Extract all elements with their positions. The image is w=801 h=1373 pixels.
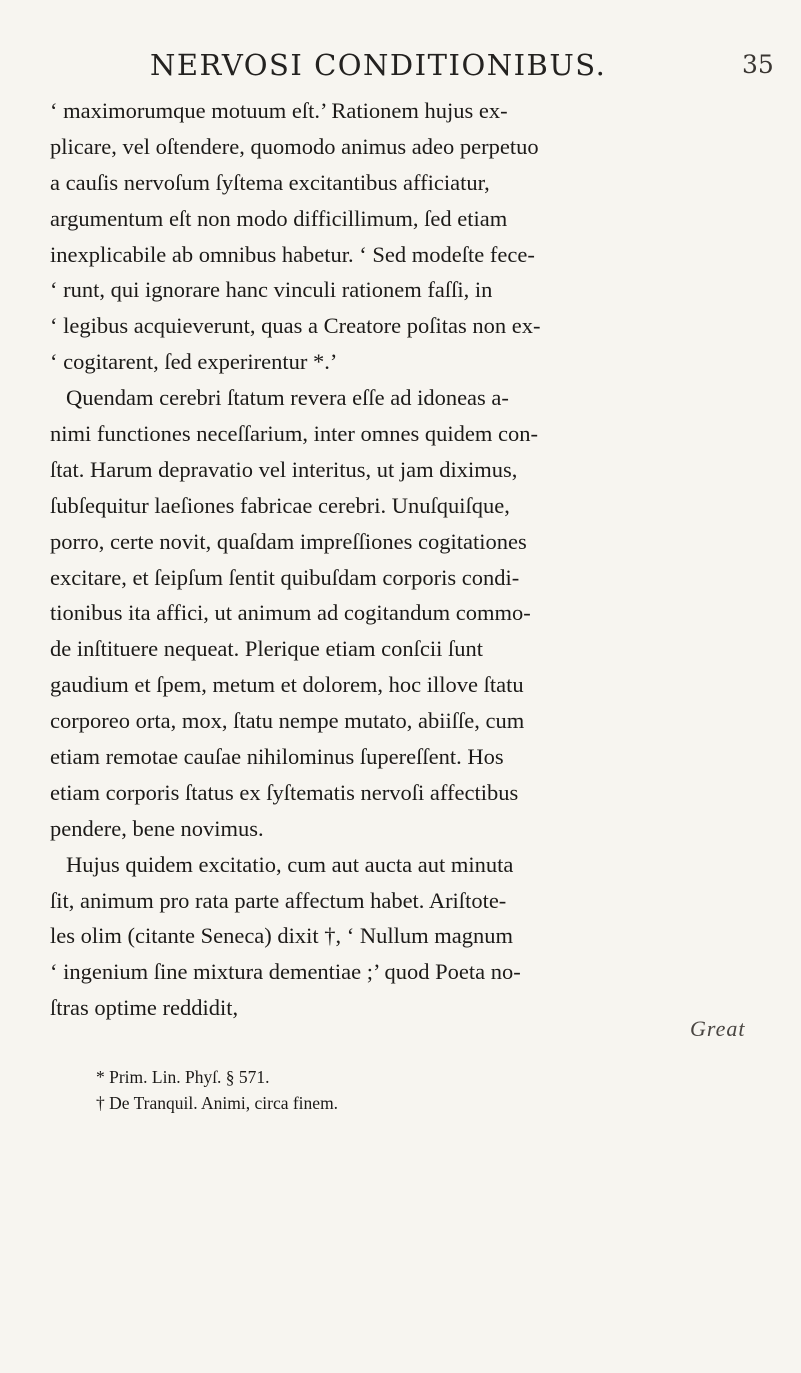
text-line: ‘ maximorumque motuum eſt.’ Rationem hujus ex-	[50, 98, 508, 123]
text-line: ‘ cogitarent, ſed experirentur *.’	[50, 349, 338, 375]
text-line: tionibus ita affici, ut animum ad cogitandum commo-	[50, 600, 531, 626]
catchword: Great	[690, 1016, 746, 1041]
footnote: * Prim. Lin. Phyſ. § 571.	[96, 1067, 270, 1087]
text-line: ‘ runt, qui ignorare hanc vinculi rationem faſſi, in	[50, 277, 493, 303]
text-line: etiam corporis ſtatus ex ſyſtematis nervoſi affectibus	[50, 779, 519, 805]
text-line: de inſtituere nequeat. Plerique etiam conſcii ſunt	[50, 636, 483, 662]
text-line: excitare, et ſeipſum ſentit quibuſdam corporis condi-	[50, 564, 520, 590]
text-line: pendere, bene novimus.	[50, 815, 264, 841]
text-line: Quendam cerebri ſtatum revera eſſe ad idoneas a-	[66, 385, 509, 411]
text-line: a cauſis nervoſum ſyſtema excitantibus afficiatur,	[50, 169, 490, 195]
text-line: gaudium et ſpem, metum et dolorem, hoc illove ſtatu	[50, 672, 524, 698]
text-line: plicare, vel oſtendere, quomodo animus adeo perpetuo	[50, 133, 539, 159]
text-line: ſtras optime reddidit,	[50, 995, 239, 1021]
text-line: etiam remotae cauſae nihilominus ſupereſſent. Hos	[50, 744, 504, 770]
text-line: nimi functiones neceſſarium, inter omnes quidem con-	[50, 421, 538, 447]
text-line: inexplicabile ab omnibus habetur. ‘ Sed modeſte fece-	[50, 241, 535, 267]
running-title: NERVOSI CONDITIONIBUS.	[150, 48, 607, 82]
text-line: ſtat. Harum depravatio vel interitus, ut jam diximus,	[50, 456, 518, 482]
text-line: corporeo orta, mox, ſtatu nempe mutato, abiiſſe, cum	[50, 708, 525, 734]
footnote: † De Tranquil. Animi, circa finem.	[96, 1093, 339, 1113]
text-line: argumentum eſt non modo difficillimum, ſed etiam	[50, 205, 508, 231]
text-line: Hujus quidem excitatio, cum aut aucta aut minuta	[66, 851, 514, 877]
body-text	[50, 93, 780, 1026]
text-line: porro, certe novit, quaſdam impreſſiones cogitationes	[50, 528, 527, 554]
text-line: ‘ ingenium ſine mixtura dementiae ;’ quod Poeta no-	[50, 959, 521, 985]
text-line: les olim (citante Seneca) dixit †, ‘ Nullum magnum	[50, 923, 514, 949]
page-number: 35	[742, 50, 774, 79]
text-line: ſubſequitur laeſiones fabricae cerebri. Unuſquiſque,	[50, 492, 510, 518]
footnotes	[96, 1064, 756, 1116]
text-line: ſit, animum pro rata parte affectum habet. Ariſtote-	[50, 887, 507, 913]
text-line: ‘ legibus acquieverunt, quas a Creatore poſitas non ex-	[50, 313, 541, 339]
